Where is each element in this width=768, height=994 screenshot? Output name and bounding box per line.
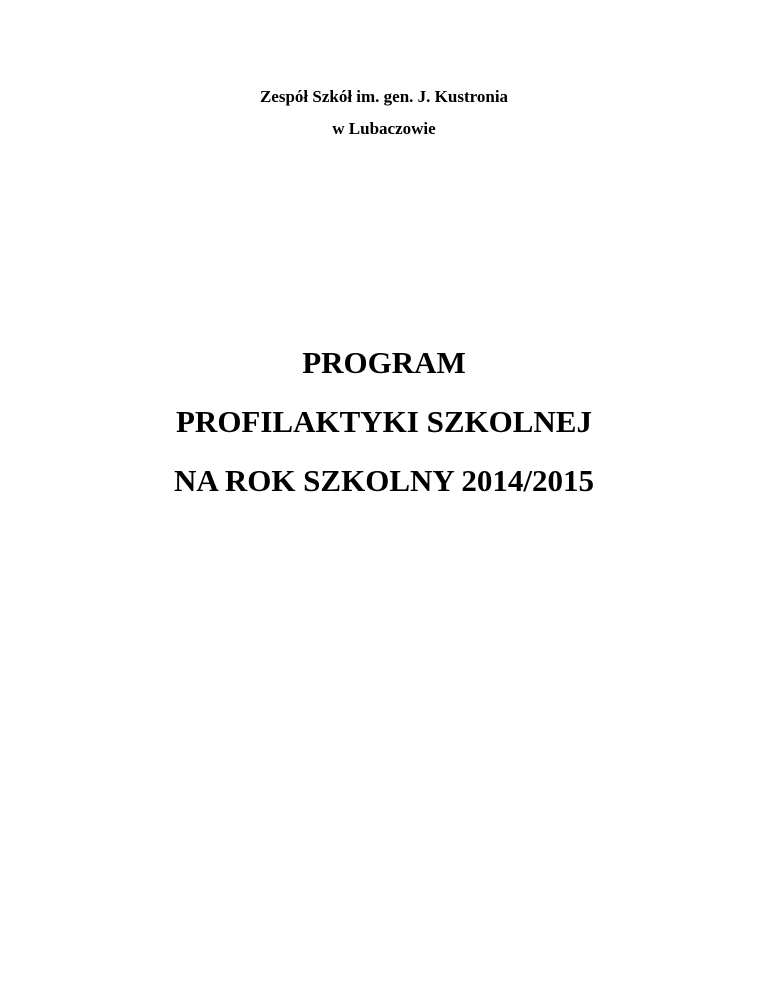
document-title-line-1: PROGRAM <box>302 345 466 380</box>
document-title-line-3: NA ROK SZKOLNY 2014/2015 <box>174 463 594 498</box>
document-title-line-2: PROFILAKTYKI SZKOLNEJ <box>176 404 592 439</box>
school-location: w Lubaczowie <box>332 119 436 138</box>
school-name: Zespół Szkół im. gen. J. Kustronia <box>259 87 509 106</box>
